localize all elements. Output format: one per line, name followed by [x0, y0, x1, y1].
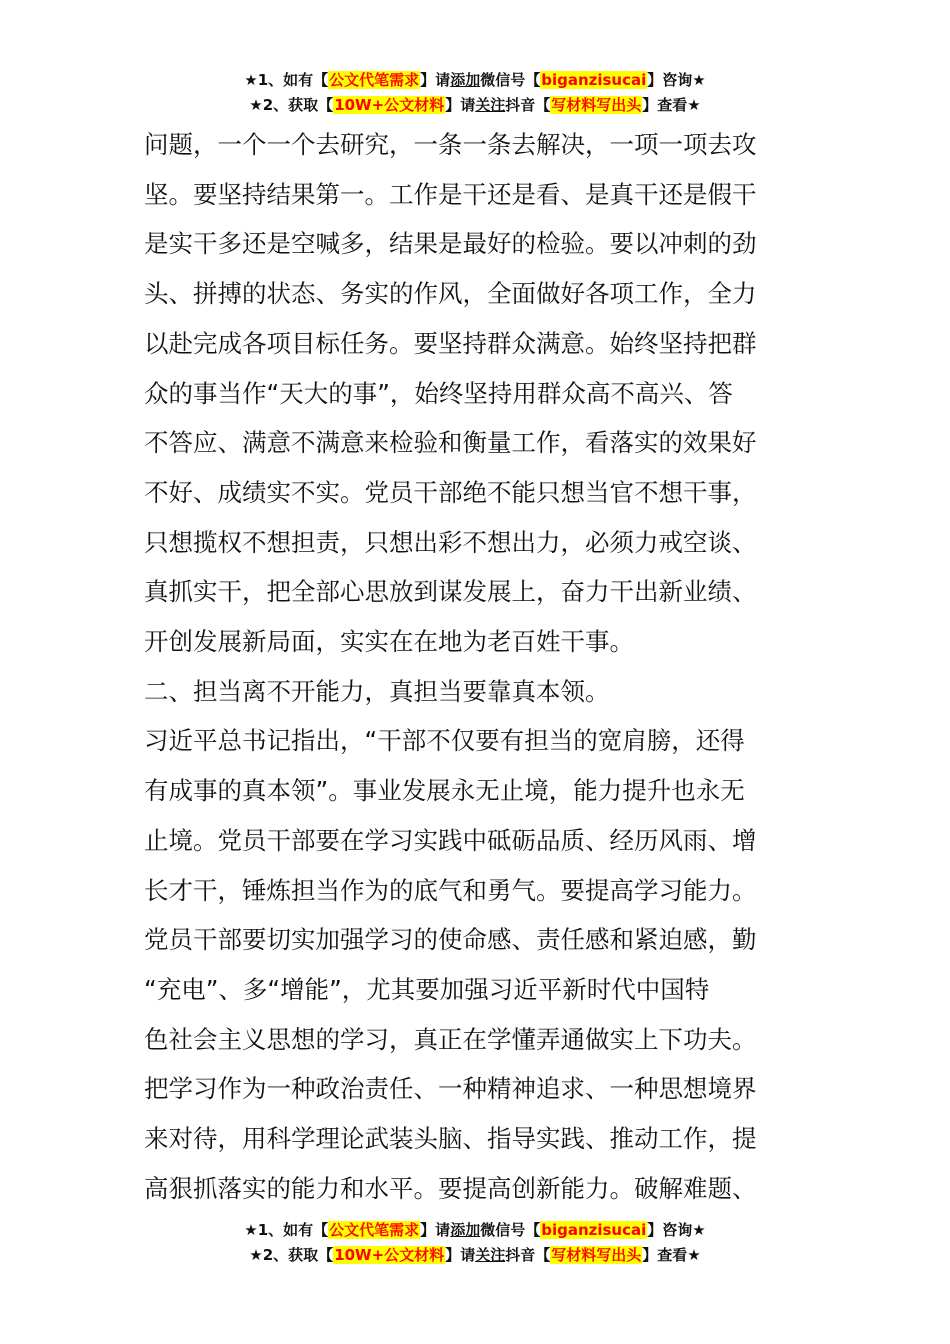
body-line: 以赴完成各项目标任务。要坚持群众满意。始终坚持把群 [144, 328, 757, 358]
section-heading: 二、担当离不开能力，真担当要靠真本领。 [144, 676, 610, 706]
body-line: 来对待，用科学理论武装头脑、指导实践、推动工作，提 [144, 1124, 757, 1154]
highlight-wechat-id: biganzisucai [541, 71, 647, 89]
highlight-service: 公文代笔需求 [329, 71, 420, 89]
body-line: 止境。党员干部要在学习实践中砥砺品质、经历风雨、增 [144, 825, 757, 855]
body-line: 头、拼搏的状态、务实的作风，全面做好各项工作，全力 [144, 279, 757, 309]
body-line: 习近平总书记指出，“干部不仅要有担当的宽肩膀，还得 [144, 726, 745, 756]
body-line: 只想揽权不想担责，只想出彩不想出力，必须力戒空谈、 [144, 527, 757, 557]
banner-line-2: ★2、获取【10W+公文材料】请关注抖音【写材料写出头】查看★ [249, 96, 701, 114]
body-line: 不答应、满意不满意来检验和衡量工作，看落实的效果好 [144, 428, 757, 458]
document-body [144, 120, 814, 1213]
banner-line-1: ★1、如有【公文代笔需求】请添加微信号【biganzisucai】咨询★ [244, 71, 706, 89]
body-line: “充电”、多“增能”，尤其要加强习近平新时代中国特 [144, 974, 710, 1004]
body-line: 色社会主义思想的学习，真正在学懂弄通做实上下功夫。 [144, 1024, 757, 1054]
header-banner [0, 68, 950, 118]
body-line: 问题，一个一个去研究，一条一条去解决，一项一项去攻 [144, 130, 757, 159]
highlight-wechat-id: biganzisucai [541, 1221, 647, 1239]
highlight-materials: 10W+公文材料 [334, 1246, 445, 1264]
footer-banner [0, 1218, 950, 1268]
body-line: 众的事当作“天大的事”，始终坚持用群众高不高兴、答 [144, 378, 733, 408]
body-line: 有成事的真本领”。事业发展永无止境，能力提升也永无 [144, 776, 745, 806]
highlight-douyin: 写材料写出头 [551, 96, 642, 114]
body-line: 开创发展新局面，实实在在地为老百姓干事。 [144, 627, 634, 657]
highlight-service: 公文代笔需求 [329, 1221, 420, 1239]
body-line: 是实干多还是空喊多，结果是最好的检验。要以冲刺的劲 [144, 229, 757, 259]
body-line: 长才干，锤炼担当作为的底气和勇气。要提高学习能力。 [144, 875, 757, 905]
body-line: 党员干部要切实加强学习的使命感、责任感和紧迫感，勤 [144, 925, 757, 955]
body-line: 坚。要坚持结果第一。工作是干还是看、是真干还是假干 [144, 179, 757, 209]
banner-line-1: ★1、如有【公文代笔需求】请添加微信号【biganzisucai】咨询★ [244, 1221, 706, 1239]
banner-line-2: ★2、获取【10W+公文材料】请关注抖音【写材料写出头】查看★ [249, 1246, 701, 1264]
body-line: 把学习作为一种政治责任、一种精神追求、一种思想境界 [144, 1074, 757, 1104]
body-line: 不好、成绩实不实。党员干部绝不能只想当官不想干事， [144, 477, 757, 507]
highlight-douyin: 写材料写出头 [551, 1246, 642, 1264]
body-line: 高狠抓落实的能力和水平。要提高创新能力。破解难题、 [144, 1173, 757, 1203]
body-line: 真抓实干，把全部心思放到谋发展上，奋力干出新业绩、 [144, 577, 757, 607]
highlight-materials: 10W+公文材料 [334, 96, 445, 114]
